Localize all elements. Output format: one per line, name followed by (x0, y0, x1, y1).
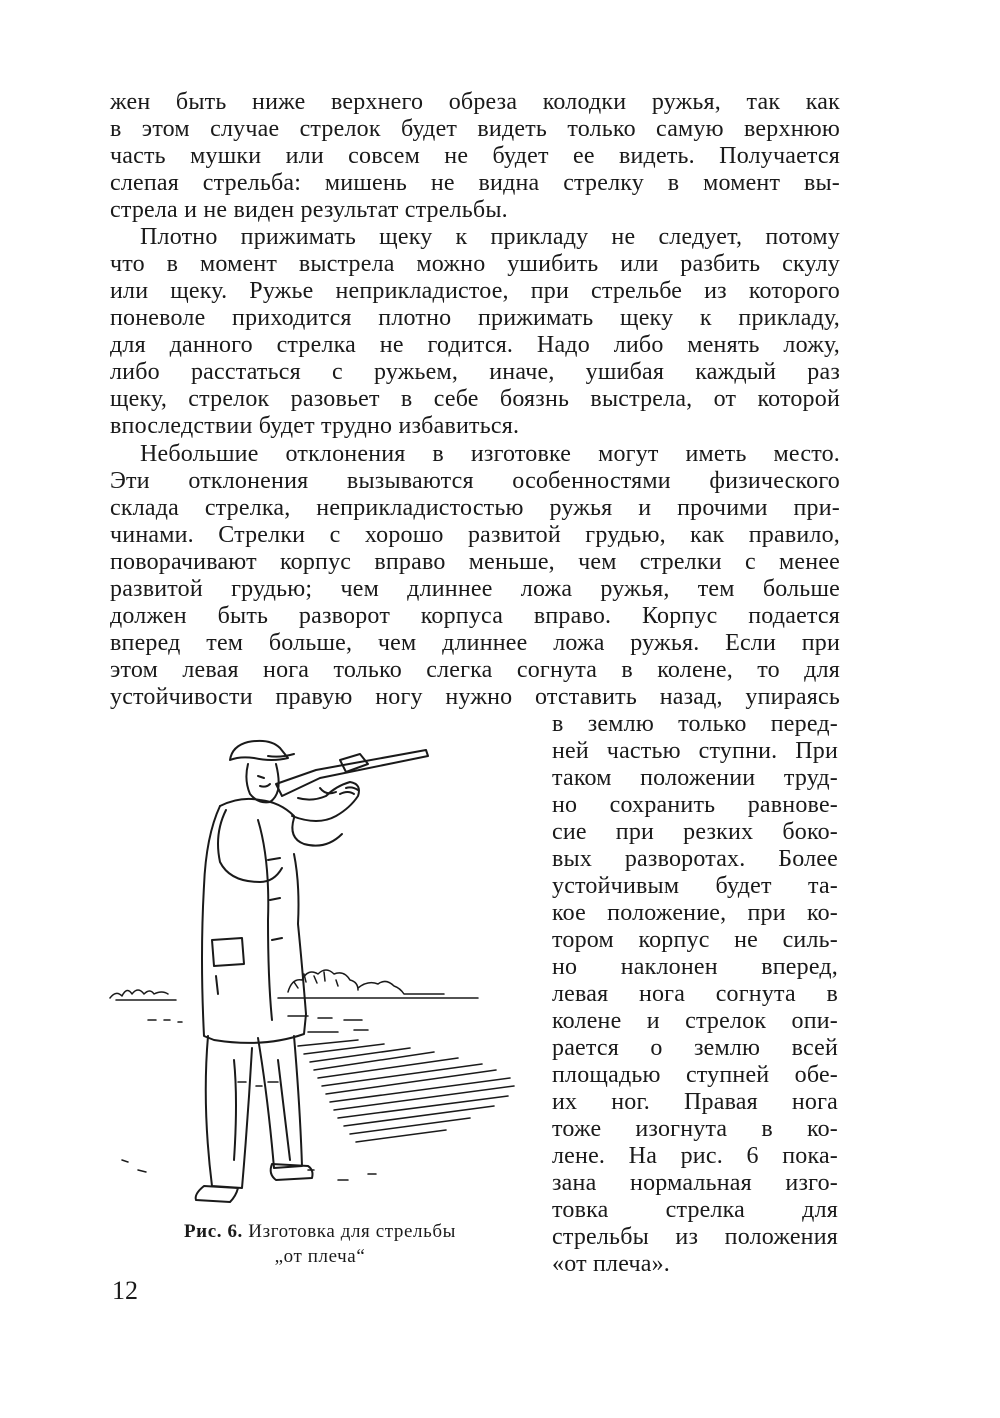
paragraph-1-line-3: часть мушки или совсем не будет ее видеть. Получается (110, 143, 840, 169)
rifleman-standing-shooting-illustration (108, 730, 528, 1210)
paragraph-1-line-4: слепая стрельба: мишень не видна стрелку в момент вы- (110, 170, 840, 196)
paragraph-2-line-3: или щеку. Ружье неприкладистое, при стрельбе из которого (110, 278, 840, 304)
side-line-21: «от плеча». (552, 1251, 670, 1277)
paragraph-3-line-5: поворачивают корпус вправо меньше, чем стрелки с менее (110, 549, 840, 575)
side-line-20: стрельбы из положения (552, 1224, 838, 1250)
figure-caption-line-2: „от плеча“ (274, 1246, 366, 1267)
side-line-15: их ног. Правая нога (552, 1089, 838, 1115)
paragraph-3-line-9: этом левая нога только слегка согнута в колене, то для (110, 657, 840, 683)
figure-caption-text: Изготовка для стрельбы (248, 1221, 457, 1242)
side-line-19: товка стрелка для (552, 1197, 838, 1223)
side-line-4: но сохранить равнове- (552, 792, 838, 818)
paragraph-2-line-4: поневоле приходится плотно прижимать щеку к прикладу, (110, 305, 840, 331)
side-line-8: кое положение, при ко- (552, 900, 838, 926)
paragraph-2-line-1: Плотно прижимать щеку к прикладу не следует, потому (140, 224, 840, 250)
side-line-12: колене и стрелок опи- (552, 1008, 838, 1034)
paragraph-2-line-2: что в момент выстрела можно ушибить или разбить скулу (110, 251, 840, 277)
side-line-3: таком положении труд- (552, 765, 838, 791)
paragraph-2-line-6: либо расстаться с ружьем, иначе, ушибая каждый раз (110, 359, 840, 385)
side-line-2: ней частью ступни. При (552, 738, 838, 764)
paragraph-3-line-3: склада стрелка, неприкладистостью ружья и прочими при- (110, 495, 840, 521)
paragraph-1-line-1: жен быть ниже верхнего обреза колодки ружья, так как (110, 89, 840, 115)
side-line-18: зана нормальная изго- (552, 1170, 838, 1196)
side-line-9: тором корпус не силь- (552, 927, 838, 953)
paragraph-3-line-8: вперед тем больше, чем длиннее ложа ружья. Если при (110, 630, 840, 656)
side-line-5: сие при резких боко- (552, 819, 838, 845)
paragraph-2-line-8: впоследствии будет трудно избавиться. (110, 413, 520, 439)
paragraph-2-line-7: щеку, стрелок разовьет в себе боязнь выстрела, от которой (110, 386, 840, 412)
side-line-17: лене. На рис. 6 пока- (552, 1143, 838, 1169)
paragraph-3-line-4: чинами. Стрелки с хорошо развитой грудью, как правило, (110, 522, 840, 548)
side-line-10: но наклонен вперед, (552, 954, 838, 980)
paragraph-1-line-2: в этом случае стрелок будет видеть только самую верхнюю (110, 116, 840, 142)
paragraph-3-line-6: развитой грудью; чем длиннее ложа ружья, тем больше (110, 576, 840, 602)
figure-caption (130, 1220, 510, 1244)
side-line-1: в землю только перед- (552, 711, 838, 737)
figure-caption-label: Рис. 6. (183, 1221, 243, 1242)
page-number: 12 (112, 1276, 138, 1305)
side-line-16: тоже изогнута в ко- (552, 1116, 838, 1142)
side-line-11: левая нога согнута в (552, 981, 838, 1007)
paragraph-3-line-1: Небольшие отклонения в изготовке могут иметь место. (140, 441, 840, 467)
paragraph-3-line-2: Эти отклонения вызываются особенностями физического (110, 468, 840, 494)
side-line-14: площадью ступней обе- (552, 1062, 838, 1088)
side-line-7: устойчивым будет та- (552, 873, 838, 899)
paragraph-3-line-7: должен быть разворот корпуса вправо. Корпус подается (110, 603, 840, 629)
paragraph-1-line-5: стрела и не виден результат стрельбы. (110, 197, 508, 223)
side-line-13: рается о землю всей (552, 1035, 838, 1061)
paragraph-2-line-5: для данного стрелка не годится. Надо либо менять ложу, (110, 332, 840, 358)
paragraph-3-line-10: устойчивости правую ногу нужно отставить назад, упираясь (110, 684, 840, 710)
side-line-6: вых разворотах. Более (552, 846, 838, 872)
